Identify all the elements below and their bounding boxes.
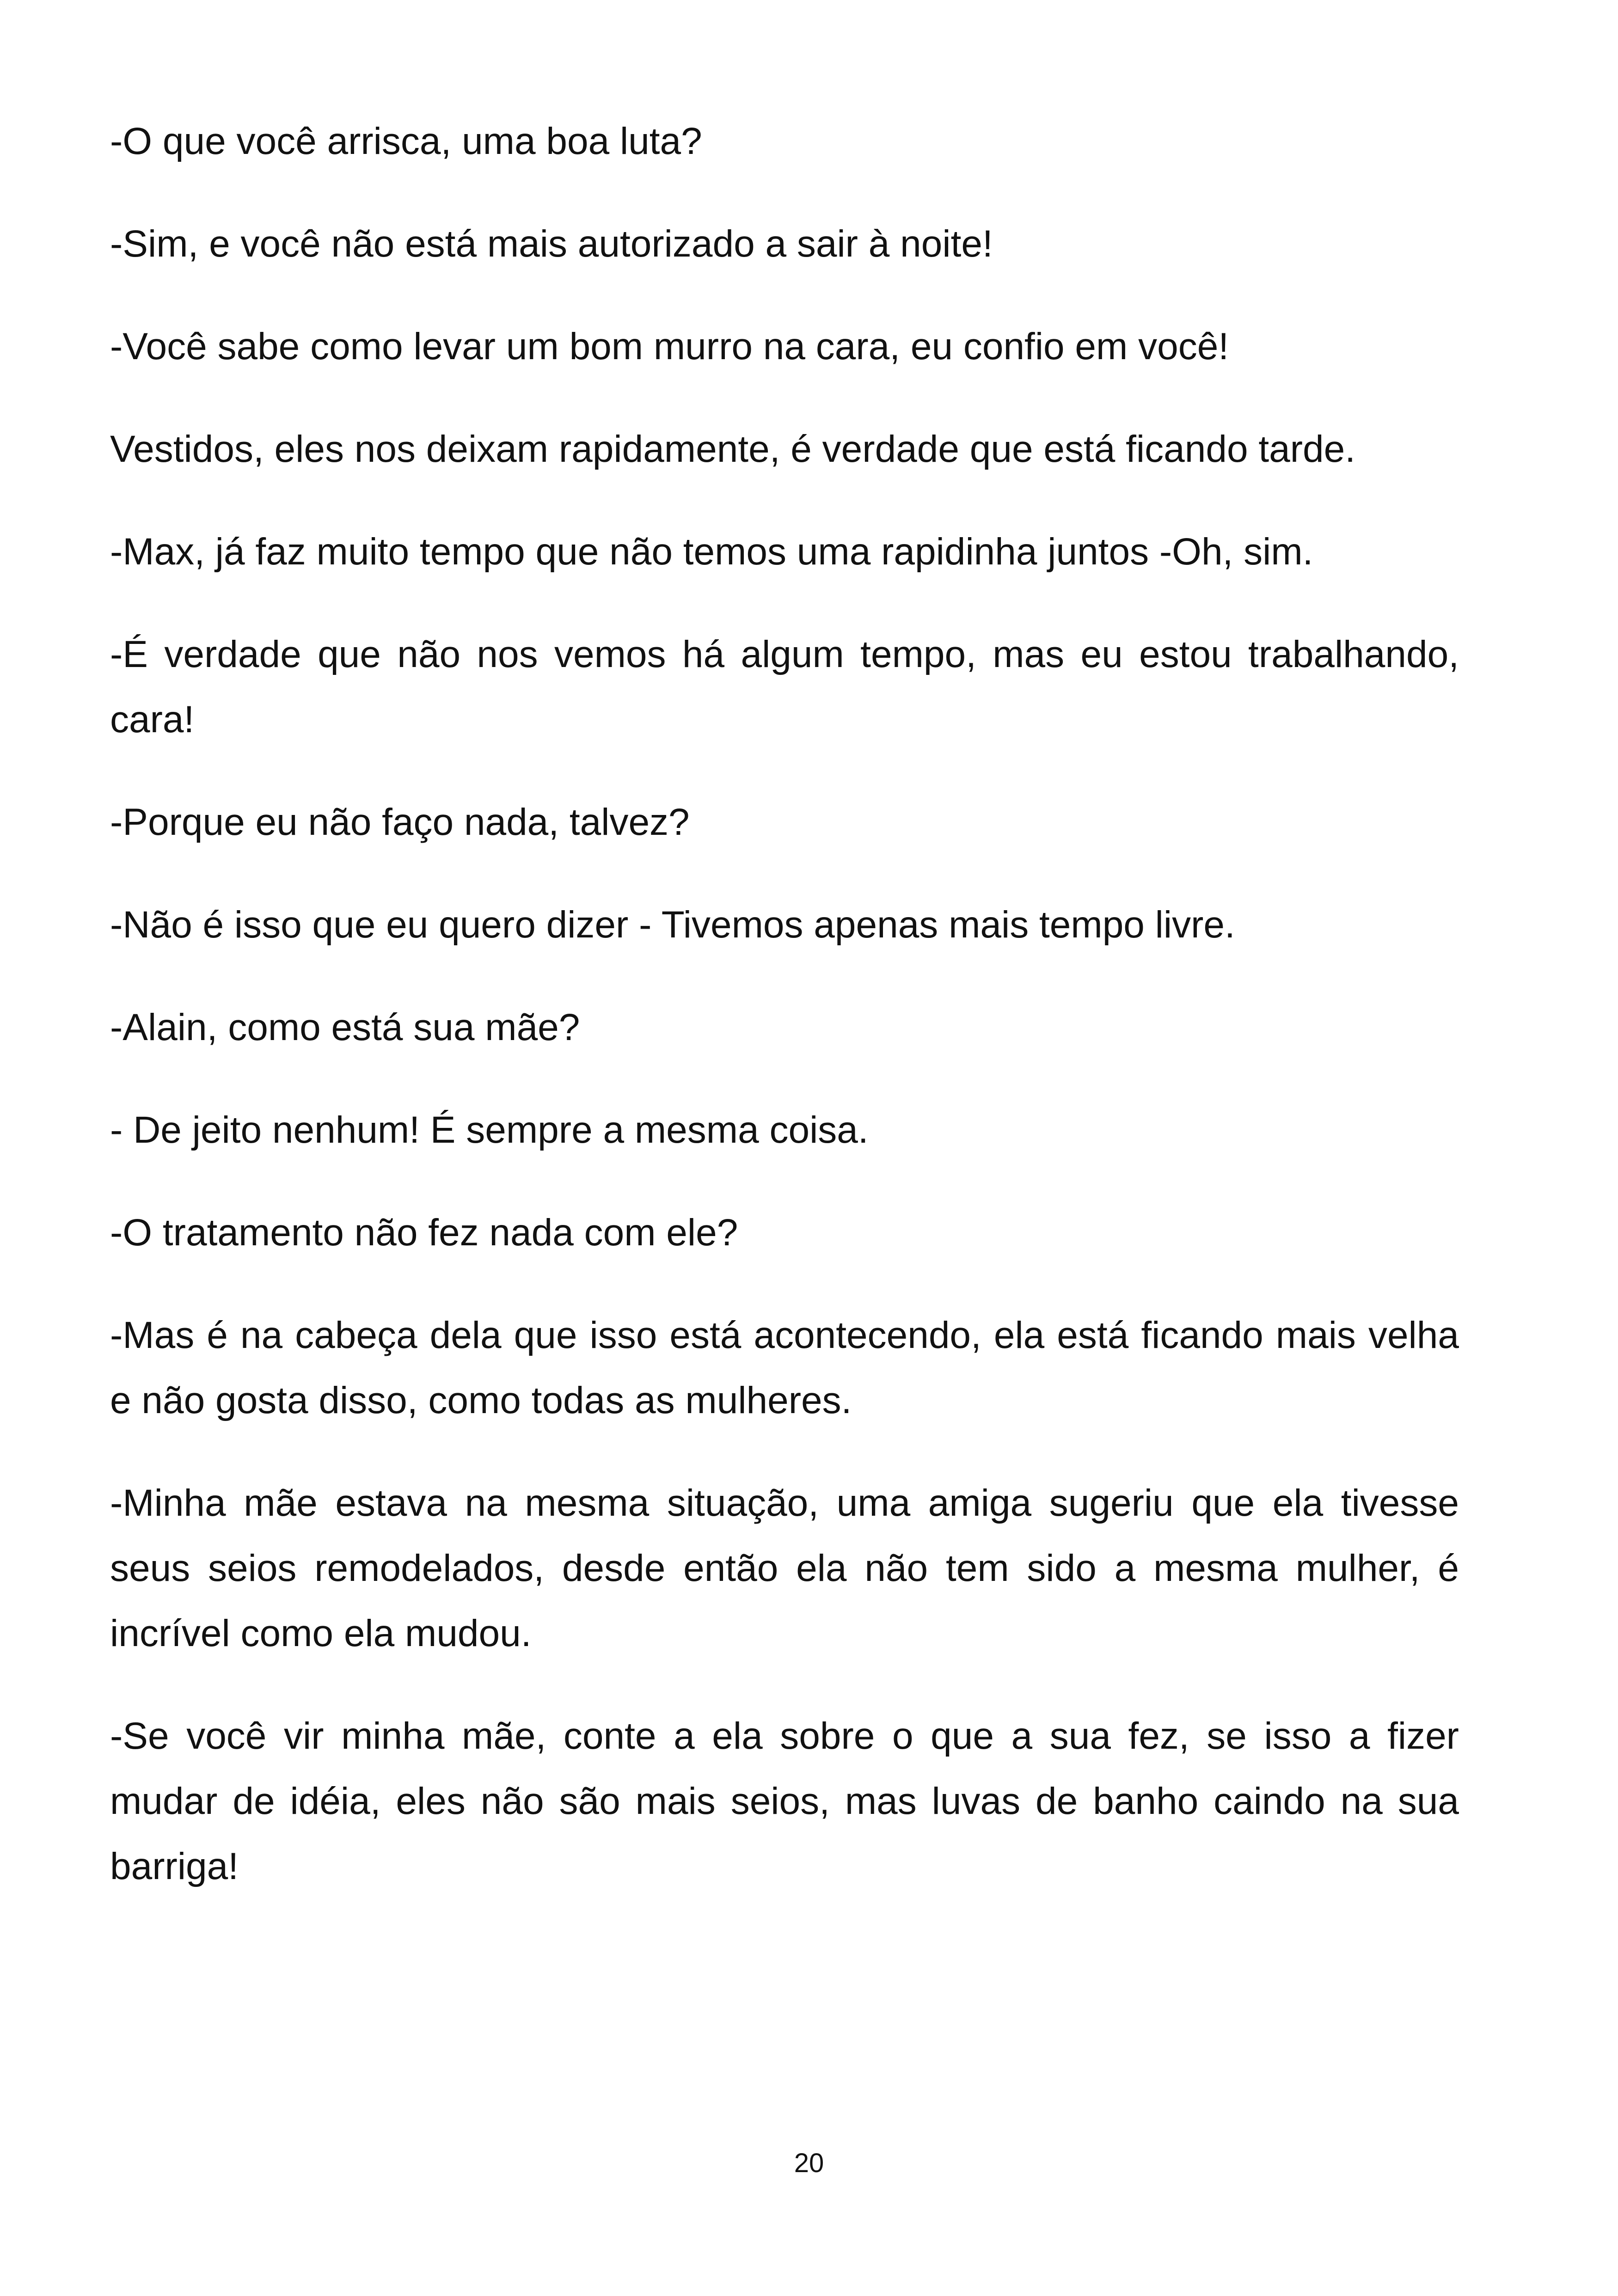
paragraph-7: -Porque eu não faço nada, talvez? bbox=[110, 801, 690, 843]
paragraph-11: -O tratamento não fez nada com ele? bbox=[110, 1212, 738, 1254]
paragraph-2: -Sim, e você não está mais autorizado a sair à noite! bbox=[110, 223, 993, 265]
paragraph-9: -Alain, como está sua mãe? bbox=[110, 1006, 580, 1048]
paragraph-12: -Mas é na cabeça dela que isso está acontecendo, ela está ficando mais velha e não gosta disso, como todas as mulheres. bbox=[110, 1314, 1459, 1421]
paragraph-1: -O que você arrisca, uma boa luta? bbox=[110, 120, 702, 162]
paragraph-10: - De jeito nenhum! É sempre a mesma coisa. bbox=[110, 1109, 869, 1151]
paragraph-8: -Não é isso que eu quero dizer - Tivemos apenas mais tempo livre. bbox=[110, 904, 1235, 946]
paragraph-4: Vestidos, eles nos deixam rapidamente, é verdade que está ficando tarde. bbox=[110, 428, 1356, 470]
page-number: 20 bbox=[794, 2148, 824, 2178]
body-text bbox=[110, 109, 1459, 1936]
paragraph-5: -Max, já faz muito tempo que não temos uma rapidinha juntos -Oh, sim. bbox=[110, 531, 1313, 573]
paragraph-13: -Minha mãe estava na mesma situação, uma amiga sugeriu que ela tivesse seus seios remodelados, desde então ela não tem sido a mesma mulher, é incrível como ela mudou. bbox=[110, 1482, 1459, 1654]
paragraph-6: -É verdade que não nos vemos há algum tempo, mas eu estou trabalhando, cara! bbox=[110, 633, 1459, 741]
paragraph-14: -Se você vir minha mãe, conte a ela sobre o que a sua fez, se isso a fizer mudar de idéia, eles não são mais seios, mas luvas de banho caindo na sua barriga! bbox=[110, 1715, 1459, 1887]
paragraph-3: -Você sabe como levar um bom murro na cara, eu confio em você! bbox=[110, 325, 1229, 367]
